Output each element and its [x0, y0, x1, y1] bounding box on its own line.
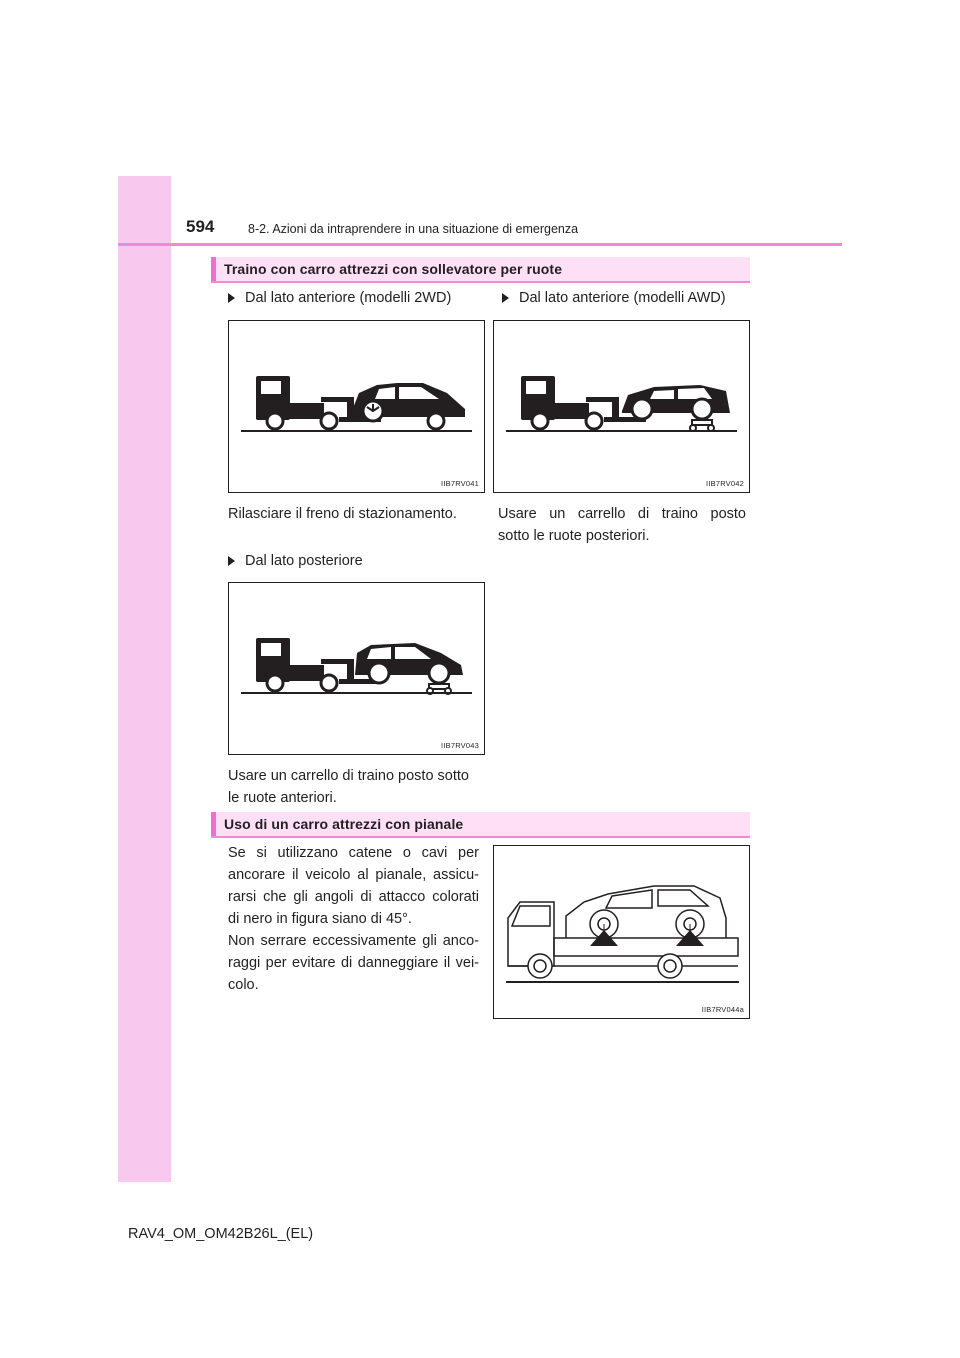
- section-heading-flatbed: [211, 812, 750, 838]
- figure-flatbed: [493, 845, 750, 1019]
- bullet-triangle-icon: [502, 293, 509, 303]
- text-line: rarsi che gli angoli di attacco colorati: [228, 889, 479, 905]
- text-front-awd: [498, 503, 746, 547]
- text-line: le ruote anteriori.: [228, 790, 337, 806]
- section-accent: [211, 257, 216, 281]
- flatbed-tow-illustration: [494, 846, 751, 1020]
- figure-front-2wd: [228, 320, 485, 493]
- figure-code: IIB7RV041: [441, 479, 479, 488]
- figure-code: IIB7RV044a: [701, 1005, 744, 1014]
- text-line: sotto le ruote posteriori.: [498, 528, 650, 544]
- bullet-triangle-icon: [228, 293, 235, 303]
- section-title: Uso di un carro attrezzi con pianale: [224, 816, 464, 832]
- bullet-label: Dal lato posteriore: [245, 553, 363, 569]
- bullet-label: Dal lato anteriore (modelli AWD): [519, 290, 726, 306]
- text-front-2wd: Rilasciare il freno di stazionamento.: [228, 506, 457, 522]
- chapter-sidebar-tab: [118, 176, 171, 1182]
- text-line: raggi per evitare di danneggiare il vei-: [228, 955, 479, 971]
- figure-code: IIB7RV042: [706, 479, 744, 488]
- text-rear: [228, 765, 485, 809]
- text-line: Se si utilizzano catene o cavi per: [228, 845, 479, 861]
- text-line: ancorare il veicolo al pianale, assicu-: [228, 867, 479, 883]
- document-code: RAV4_OM_OM42B26L_(EL): [128, 1226, 314, 1242]
- text-line: Usare un carrello di traino posto: [498, 506, 746, 522]
- figure-code: IIB7RV043: [441, 741, 479, 750]
- text-line: di nero in figura siano di 45°.: [228, 911, 412, 927]
- wheel-lift-dolly-tow-illustration: [494, 321, 751, 494]
- page-number: 594: [186, 217, 215, 236]
- header-rule: [118, 243, 842, 246]
- text-flatbed-chains: [228, 842, 479, 930]
- figure-front-awd: [493, 320, 750, 493]
- text-line: Usare un carrello di traino posto sotto: [228, 768, 469, 784]
- bullet-front-awd: [502, 290, 726, 306]
- bullet-front-2wd: [228, 290, 451, 306]
- running-head: 8-2. Azioni da intraprendere in una situazione di emergenza: [248, 222, 579, 236]
- bullet-label: Dal lato anteriore (modelli 2WD): [245, 290, 452, 306]
- bullet-rear: [228, 553, 363, 569]
- figure-rear: [228, 582, 485, 755]
- text-line: Non serrare eccessivamente gli anco-: [228, 933, 479, 949]
- section-title: Traino con carro attrezzi con sollevatore per ruote: [224, 261, 563, 277]
- text-flatbed-tighten: [228, 930, 479, 996]
- section-heading-wheel-lift: [211, 257, 750, 283]
- section-accent: [211, 812, 216, 836]
- rear-wheel-lift-tow-illustration: [229, 583, 486, 756]
- text-line: colo.: [228, 977, 259, 993]
- wheel-lift-tow-illustration: [229, 321, 486, 494]
- bullet-triangle-icon: [228, 556, 235, 566]
